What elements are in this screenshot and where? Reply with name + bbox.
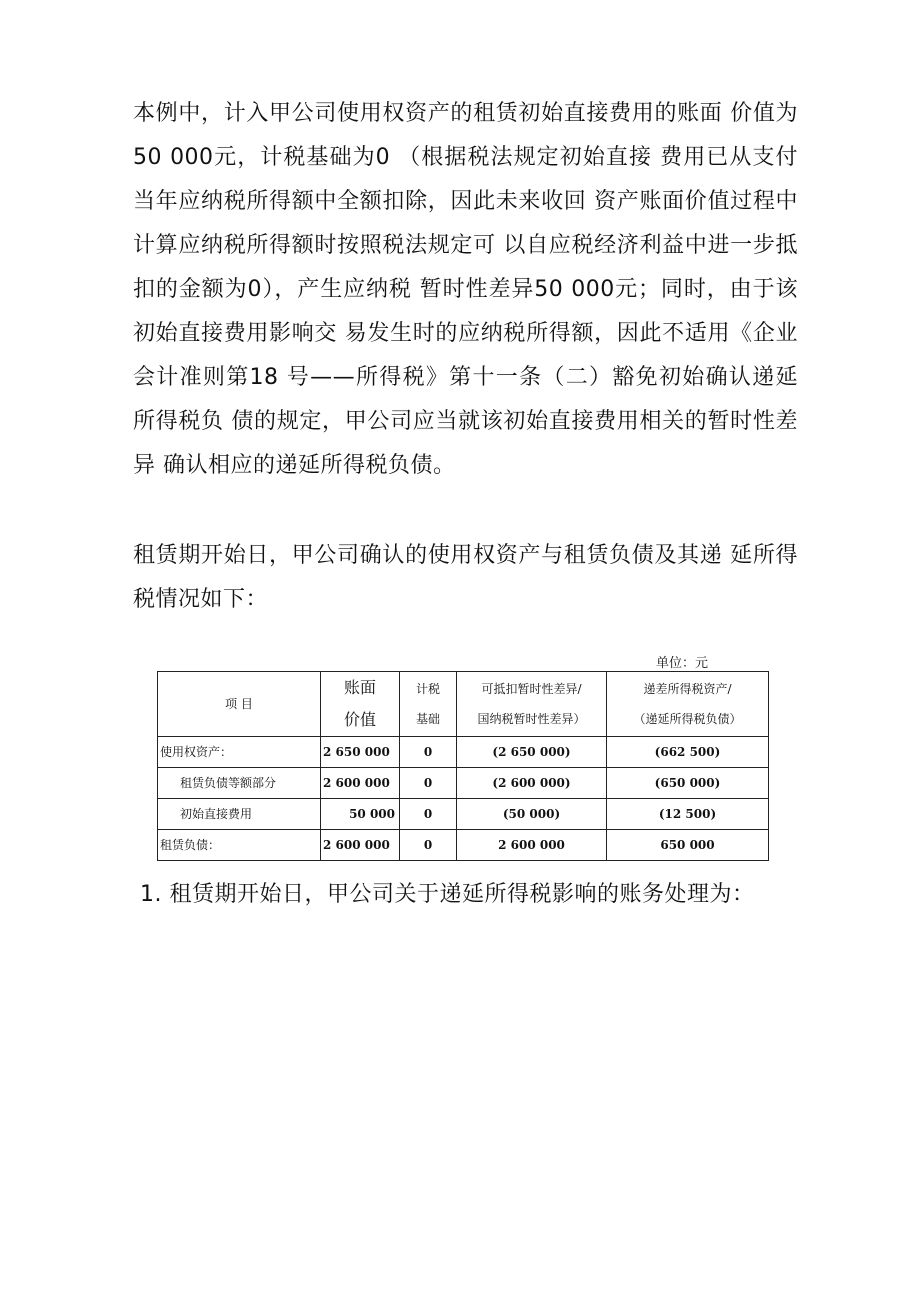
header-item: 项 目 xyxy=(158,672,321,737)
row-deferred-tax: (650 000) xyxy=(607,768,769,799)
table-row xyxy=(158,768,769,799)
paragraph-intro-table: 租赁期开始日，甲公司确认的使用权资产与租赁负债及其递 延所得税情况如下： xyxy=(133,543,798,612)
row-book-value: 2 650 000 xyxy=(321,737,400,768)
row-label: 租赁负债： xyxy=(158,830,321,861)
row-label: 租赁负债等额部分 xyxy=(158,768,321,799)
table-row xyxy=(158,830,769,861)
row-tax-base: 0 xyxy=(400,737,457,768)
row-tax-base: 0 xyxy=(400,799,457,830)
paragraph-explanation: 本例中，计入甲公司使用权资产的租赁初始直接费用的账面 价值为50 000元，计税基础为0 （根据税法规定初始直接 费用已从支付当年应纳税所得额中全额扣除，因此未来收回 资产账面价值过程中计算应纳税所得额时按照税法规定可 以自应税经济利益中进一步抵扣的金额为0），产生应纳税 暂时性差异50 000元；同时，由于该初始直接费用影响交 易发生时的应纳税所得额，因此不适用《企业会计准则第18 号——所得税》第十一条（二）豁免初始确认递延所得税负 债的规定，甲公司应当就该初始直接费用相关的暂时性差异 确认相应的递延所得税负债。 xyxy=(133,101,798,478)
deferred-tax-table xyxy=(157,671,769,861)
row-book-value: 50 000 xyxy=(321,799,400,830)
row-book-value: 2 600 000 xyxy=(321,830,400,861)
row-difference: (50 000) xyxy=(457,799,607,830)
table-unit-label: 单位：元 xyxy=(656,656,709,671)
row-label: 使用权资产： xyxy=(158,737,321,768)
row-deferred-tax: (662 500) xyxy=(607,737,769,768)
row-book-value: 2 600 000 xyxy=(321,768,400,799)
row-tax-base: 0 xyxy=(400,768,457,799)
header-temporary-difference: 可抵扣暂时性差异/ 国纳税暂时性差异） xyxy=(457,672,607,737)
header-tax-base: 计税 基础 xyxy=(400,672,457,737)
row-difference: (2 650 000) xyxy=(457,737,607,768)
table-header-row xyxy=(158,672,769,737)
list-item: 1. 租赁期开始日，甲公司关于递延所得税影响的账务处理为： xyxy=(140,882,755,907)
row-tax-base: 0 xyxy=(400,830,457,861)
row-label: 初始直接费用 xyxy=(158,799,321,830)
row-difference: (2 600 000) xyxy=(457,768,607,799)
table-row xyxy=(158,799,769,830)
row-deferred-tax: (12 500) xyxy=(607,799,769,830)
table-row xyxy=(158,737,769,768)
row-deferred-tax: 650 000 xyxy=(607,830,769,861)
row-difference: 2 600 000 xyxy=(457,830,607,861)
header-book-value: 账面 价值 xyxy=(321,672,400,737)
header-deferred-tax: 递差所得税资产/ （递延所得税负债） xyxy=(607,672,769,737)
